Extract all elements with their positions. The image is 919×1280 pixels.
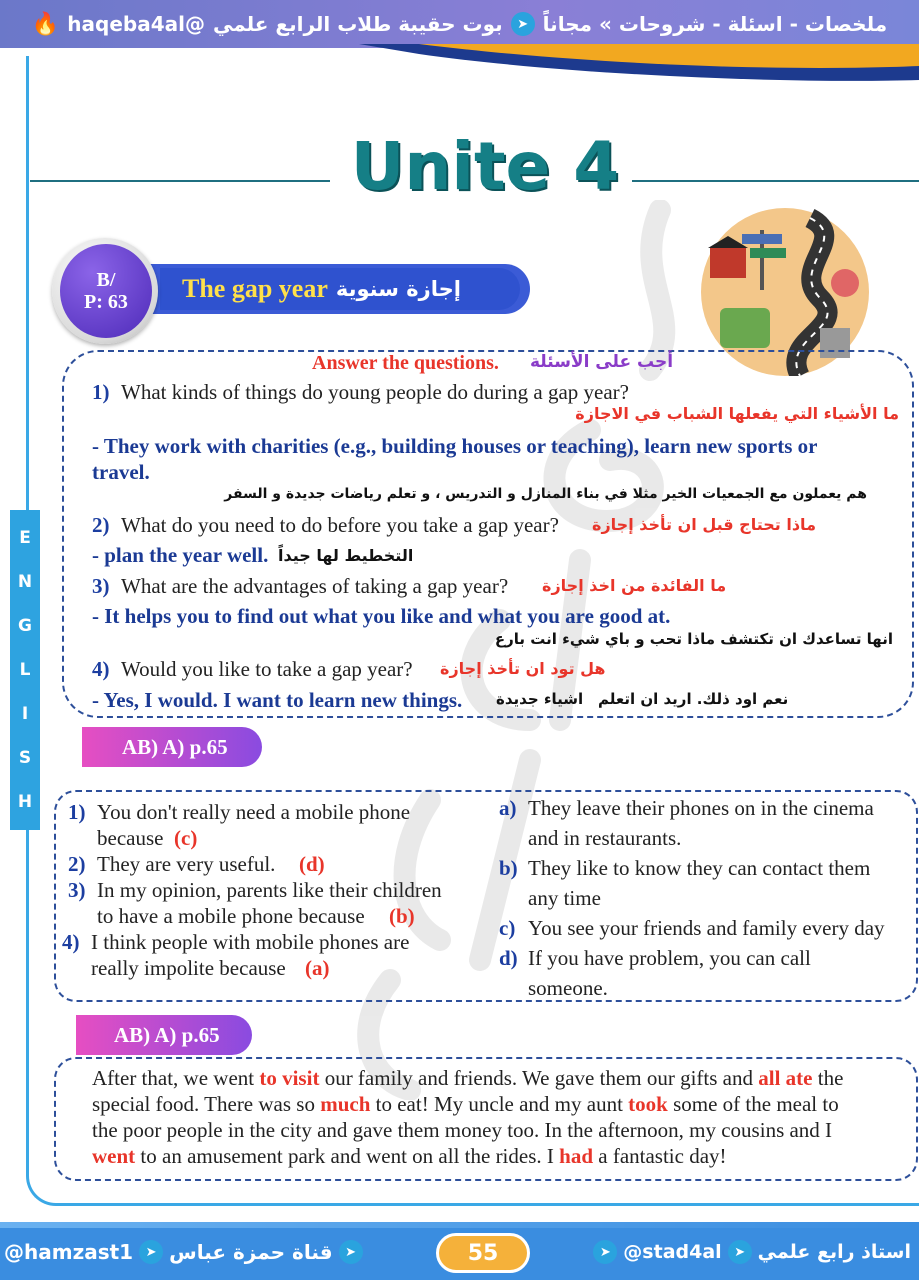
match-left-2-num: 2) (68, 852, 86, 876)
answer-word: to visit (259, 1066, 320, 1090)
badge-section: B/ (96, 269, 116, 291)
side-letter: I (21, 704, 29, 724)
telegram-icon: ➤ (728, 1240, 752, 1264)
paragraph-line-1 (92, 1066, 843, 1091)
q1-question-ar: ما الأشياء التي يفعلها الشباب في الاجازة (575, 404, 899, 423)
match-left-1-num: 1) (68, 800, 86, 824)
q2-question: What do you need to do before you take a gap year? (121, 513, 559, 537)
side-letter: G (18, 616, 32, 636)
match-left-4-line1: I think people with mobile phones are (91, 930, 410, 954)
footer-left (4, 1240, 363, 1264)
match-left-4-num: 4) (62, 930, 80, 954)
q3-answer: - It helps you to find out what you like and what you are good at. (92, 604, 671, 628)
answer-word: much (320, 1092, 371, 1116)
badge-page: P: 63 (84, 291, 128, 313)
text-run: some of the meal to (667, 1092, 839, 1116)
q2-number: 2) (92, 513, 110, 537)
q1-question: What kinds of things do young people do during a gap year? (121, 380, 629, 404)
page-badge (60, 244, 152, 338)
ab-label-2 (76, 1015, 252, 1055)
q4-answer-ar-1: اشياء جديدة (496, 690, 584, 708)
ab-label-2-text: AB) A) p.65 (114, 1022, 220, 1047)
match-right-a-line2: and in restaurants. (528, 826, 682, 850)
q4-question: Would you like to take a gap year? (121, 657, 413, 681)
match-right-d-line2: someone. (528, 976, 608, 1000)
match-right-d-letter: d) (499, 946, 518, 970)
q1-number: 1) (92, 380, 110, 404)
title-rule-right (632, 180, 919, 182)
answer-word: went (92, 1144, 136, 1168)
q3-answer-ar: انها تساعدك ان تكتشف ماذا تحب و باي شيء انت بارع (494, 630, 893, 648)
match-left-2-answer: (d) (299, 852, 325, 876)
match-right-a-letter: a) (499, 796, 517, 820)
text-run: to eat! My uncle and my aunt (370, 1092, 629, 1116)
match-right-c-letter: c) (499, 916, 516, 940)
q2-answer-ar: التخطيط لها جيداً (278, 546, 414, 565)
match-left-3-answer: (b) (389, 904, 415, 928)
fire-icon: 🔥 (31, 11, 60, 37)
instruction-en: Answer the questions. (312, 352, 499, 374)
side-letter: E (19, 528, 31, 548)
paragraph-line-4 (92, 1144, 727, 1169)
text-run: the (812, 1066, 844, 1090)
footer-right-handle[interactable]: @stad4al (623, 1241, 722, 1263)
top-banner (0, 0, 919, 48)
footer-right-text: استاذ رابع علمي (757, 1241, 911, 1263)
page-number: 55 (436, 1233, 530, 1273)
q4-answer-ar-2: نعم اود ذلك. اريد ان اتعلم (598, 690, 789, 708)
match-left-1-line2: because (97, 826, 164, 850)
ab-label-1 (82, 727, 262, 767)
unit-title: Unite 4 (350, 128, 620, 205)
q1-answer-line1: - They work with charities (e.g., building houses or teaching), learn new sports or (92, 434, 818, 458)
match-left-4-answer: (a) (305, 956, 330, 980)
side-tab-english (10, 510, 40, 830)
telegram-icon: ➤ (511, 12, 535, 36)
ab-label-1-text: AB) A) p.65 (122, 734, 228, 759)
header-handle[interactable]: @haqeba4al (67, 12, 205, 36)
q3-question-ar: ما الفائدة من اخذ إجازة (542, 576, 727, 595)
lesson-bar (160, 268, 520, 310)
side-letter: N (17, 572, 33, 592)
title-rule-left (30, 180, 330, 182)
q4-number: 4) (92, 657, 110, 681)
lesson-title-en: The gap year (182, 274, 328, 303)
text-run: our family and friends. We gave them our gifts and (319, 1066, 759, 1090)
q1-answer-ar: هم يعملون مع الجمعيات الخير مثلا في بناء المنازل و التدريس ، و تعلم رياضات جديدة و السفر (224, 486, 867, 502)
side-letter: L (19, 660, 31, 680)
telegram-icon: ➤ (339, 1240, 363, 1264)
match-right-a-line1: They leave their phones on in the cinema (528, 796, 874, 820)
header-bot-text: بوت حقيبة طلاب الرابع علمي (212, 12, 503, 36)
match-right-d-line1: If you have problem, you can call (528, 946, 811, 970)
text-run: special food. There was so (92, 1092, 321, 1116)
match-right-b-line2: any time (528, 886, 601, 910)
q4-answer: - Yes, I would. I want to learn new things. (92, 688, 463, 712)
answer-word: all ate (758, 1066, 813, 1090)
match-left-3-line2: to have a mobile phone because (97, 904, 365, 928)
paragraph-line-3: the poor people in the city and gave them money too. In the afternoon, my cousins and I (92, 1118, 833, 1142)
q3-number: 3) (92, 574, 110, 598)
side-letter: H (17, 792, 33, 812)
telegram-icon: ➤ (139, 1240, 163, 1264)
answer-word: had (559, 1144, 593, 1168)
q3-question: What are the advantages of taking a gap year? (121, 574, 509, 598)
match-left-1-answer: (c) (174, 826, 198, 850)
q4-question-ar: هل تود ان تأخذ إجازة (440, 659, 606, 678)
match-right-b-line1: They like to know they can contact them (528, 856, 871, 880)
lesson-title-ar: إجازة سنوية (335, 277, 461, 301)
footer-left-handle[interactable]: @hamzast1 (4, 1240, 134, 1264)
match-left-1-line1: You don't really need a mobile phone (97, 800, 411, 824)
instruction-ar: أجب على الأسئلة (530, 352, 674, 372)
side-letter: S (18, 748, 32, 768)
text-run: to an amusement park and went on all the rides. I (135, 1144, 560, 1168)
footer-left-text: قناة حمزة عباس (169, 1240, 333, 1264)
match-right-b-letter: b) (499, 856, 518, 880)
answer-word: took (628, 1092, 668, 1116)
text-run: After that, we went (92, 1066, 260, 1090)
text-run: a fantastic day! (593, 1144, 727, 1168)
header-text: ملخصات - اسئلة - شروحات » مجاناً (542, 12, 888, 36)
match-left-2-line1: They are very useful. (97, 852, 276, 876)
q2-question-ar: ماذا تحتاج قبل ان تأخذ إجازة (592, 515, 816, 534)
footer-right (593, 1240, 911, 1264)
match-left-3-num: 3) (68, 878, 86, 902)
match-left-3-line1: In my opinion, parents like their children (97, 878, 442, 902)
q2-answer: - plan the year well. (92, 543, 269, 567)
paragraph-line-2 (92, 1092, 839, 1117)
match-right-c-line1: You see your friends and family every day (528, 916, 885, 940)
match-left-4-line2: really impolite because (91, 956, 286, 980)
telegram-icon: ➤ (593, 1240, 617, 1264)
q1-answer-line2: travel. (92, 460, 150, 484)
